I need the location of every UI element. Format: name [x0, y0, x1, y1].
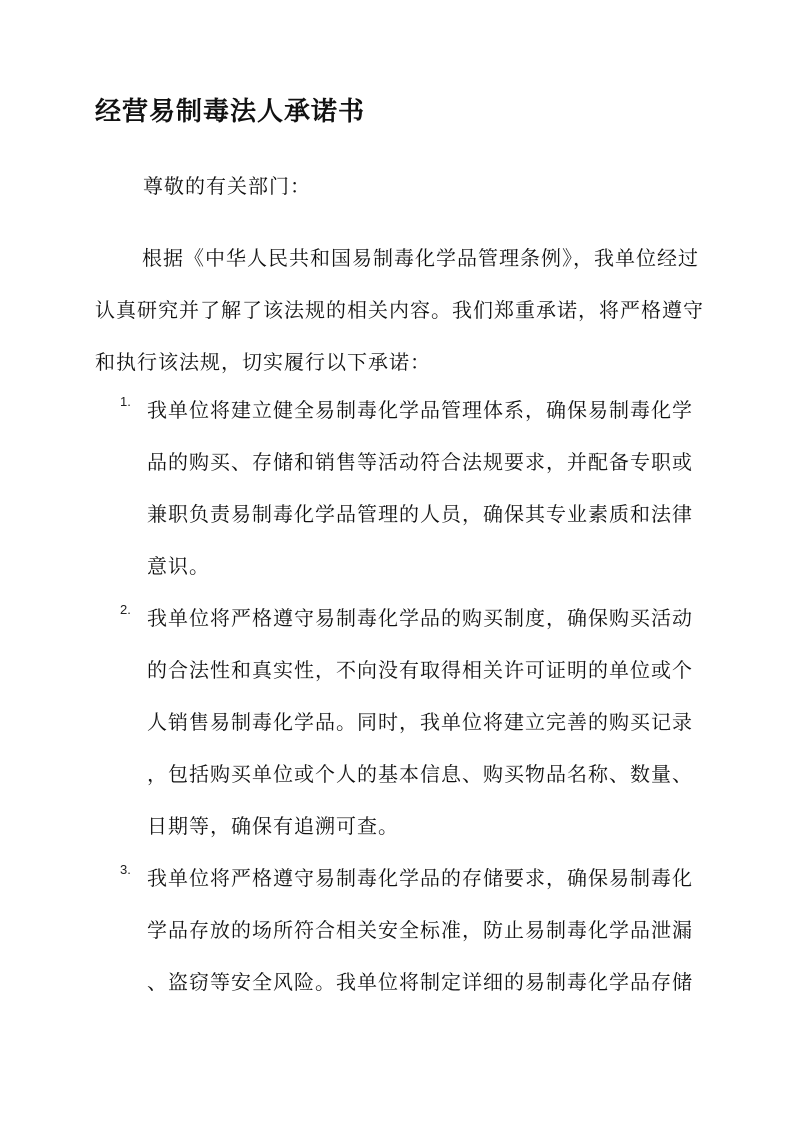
- item-line: 的合法性和真实性，不向没有取得相关许可证明的单位或个: [147, 658, 693, 682]
- item-line: 、盗窃等安全风险。我单位将制定详细的易制毒化学品存储: [147, 970, 693, 994]
- item-number: 2.: [120, 602, 131, 617]
- intro-paragraph: [95, 232, 705, 388]
- item-line: 人销售易制毒化学品。同时，我单位将建立完善的购买记录: [147, 710, 693, 734]
- salutation: 尊敬的有关部门：: [143, 174, 311, 198]
- item-line: 我单位将严格遵守易制毒化学品的购买制度，确保购买活动: [147, 606, 693, 630]
- item-line: 我单位将严格遵守易制毒化学品的存储要求，确保易制毒化: [147, 866, 693, 890]
- intro-line: 认真研究并了解了该法规的相关内容。我们郑重承诺，将严格遵守: [95, 298, 704, 322]
- item-line: ，包括购买单位或个人的基本信息、购买物品名称、数量、: [147, 762, 693, 786]
- item-line: 学品存放的场所符合相关安全标准，防止易制毒化学品泄漏: [147, 918, 693, 942]
- item-number: 1.: [120, 394, 131, 409]
- document-title: 经营易制毒法人承诺书: [95, 97, 366, 127]
- item-text: [147, 852, 717, 1008]
- item-text: [147, 592, 717, 852]
- intro-line: 根据《中华人民共和国易制毒化学品管理条例》，我单位经过: [142, 246, 699, 270]
- item-text: [147, 384, 717, 592]
- item-number: 3.: [120, 862, 131, 877]
- item-line: 日期等，确保有追溯可查。: [147, 814, 399, 838]
- item-line: 兼职负责易制毒化学品管理的人员，确保其专业素质和法律: [147, 502, 693, 526]
- item-line: 品的购买、存储和销售等活动符合法规要求，并配备专职或: [147, 450, 693, 474]
- intro-line: 和执行该法规，切实履行以下承诺：: [95, 350, 431, 374]
- item-line: 意识。: [147, 554, 210, 578]
- item-line: 我单位将建立健全易制毒化学品管理体系，确保易制毒化学: [147, 398, 693, 422]
